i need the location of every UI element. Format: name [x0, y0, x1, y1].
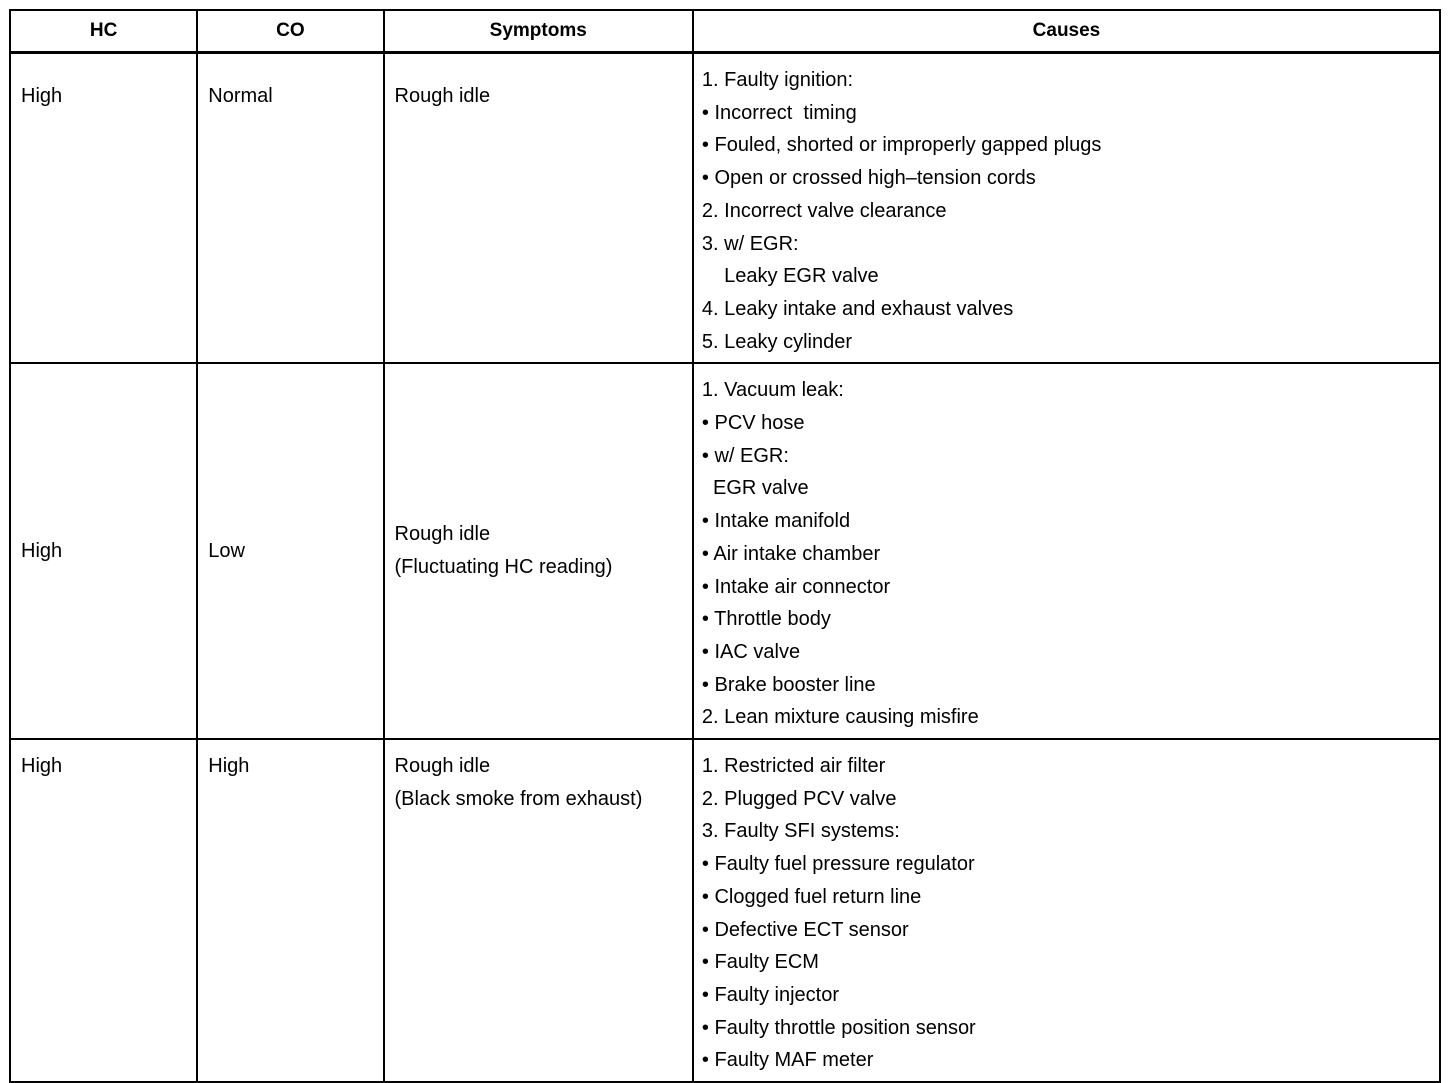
cause-item: EGR valve [701, 477, 809, 500]
cause-item: • IAC valve [701, 640, 801, 663]
cause-item: • w/ EGR: [701, 444, 789, 467]
header-symptoms: Symptoms [384, 10, 693, 53]
cause-item: 3. Faulty SFI systems: [701, 820, 900, 843]
symptoms-value: Rough idle [394, 85, 491, 107]
hc-cell [10, 739, 197, 1082]
symptoms-value: Rough idle (Fluctuating HC reading) [394, 523, 613, 579]
hc-value: High [21, 85, 63, 107]
table-row [10, 739, 1440, 1082]
cause-item: • Air intake chamber [701, 542, 881, 565]
co-value: Low [208, 539, 245, 562]
cause-item: • PCV hose [701, 412, 805, 435]
cause-item: • Faulty ECM [701, 951, 819, 974]
cause-item: 3. w/ EGR: [701, 232, 799, 255]
cause-item: • Incorrect timing [701, 101, 857, 124]
causes-cell [693, 363, 1440, 739]
hc-value: High [21, 539, 63, 562]
cause-item: 1. Faulty ignition: [701, 69, 854, 91]
cause-item: • Faulty fuel pressure regulator [701, 853, 975, 876]
cause-item: • Clogged fuel return line [701, 885, 922, 908]
cause-item: • Open or crossed high–tension cords [701, 167, 1036, 190]
co-cell [197, 739, 383, 1082]
cause-item: 1. Restricted air filter [701, 755, 886, 778]
cause-item: • Defective ECT sensor [701, 918, 909, 941]
header-co: CO [197, 10, 383, 53]
cause-item: 2. Incorrect valve clearance [701, 199, 947, 222]
cause-item: • Faulty injector [701, 983, 839, 1006]
causes-cell [693, 53, 1440, 364]
header-hc: HC [10, 10, 197, 53]
co-cell [197, 53, 383, 364]
table-row [10, 363, 1440, 739]
cause-item: 5. Leaky cylinder [701, 330, 852, 353]
cause-item: • Faulty throttle position sensor [701, 1016, 976, 1039]
cause-item: • Brake booster line [701, 673, 876, 696]
causes-list [694, 54, 1439, 362]
cause-item: • Fouled, shorted or improperly gapped plugs [701, 134, 1102, 157]
cause-item: 2. Lean mixture causing misfire [701, 706, 979, 729]
table-row [10, 53, 1440, 364]
cause-item: • Faulty MAF meter [701, 1049, 874, 1072]
cause-item: 1. Vacuum leak: [701, 379, 844, 402]
cause-item: 2. Plugged PCV valve [701, 787, 897, 810]
symptoms-value: Rough idle (Black smoke from exhaust) [394, 755, 643, 810]
causes-cell [693, 739, 1440, 1082]
co-cell [197, 363, 383, 739]
co-value: High [208, 755, 250, 778]
hc-value: High [21, 755, 63, 778]
cause-item: • Intake manifold [701, 510, 851, 533]
symptoms-cell [384, 53, 693, 364]
hc-cell [10, 53, 197, 364]
symptoms-cell [384, 739, 693, 1082]
symptoms-cell [384, 363, 693, 739]
cause-item: • Throttle body [701, 608, 831, 631]
hc-cell [10, 363, 197, 739]
header-row [10, 10, 1440, 53]
causes-list [694, 364, 1439, 738]
cause-item: 4. Leaky intake and exhaust valves [701, 297, 1014, 320]
diagnosis-table [9, 9, 1441, 1083]
header-causes: Causes [693, 10, 1440, 53]
co-value: Normal [208, 85, 273, 107]
cause-item: Leaky EGR valve [701, 265, 879, 288]
causes-list [694, 740, 1439, 1081]
cause-item: • Intake air connector [701, 575, 891, 598]
